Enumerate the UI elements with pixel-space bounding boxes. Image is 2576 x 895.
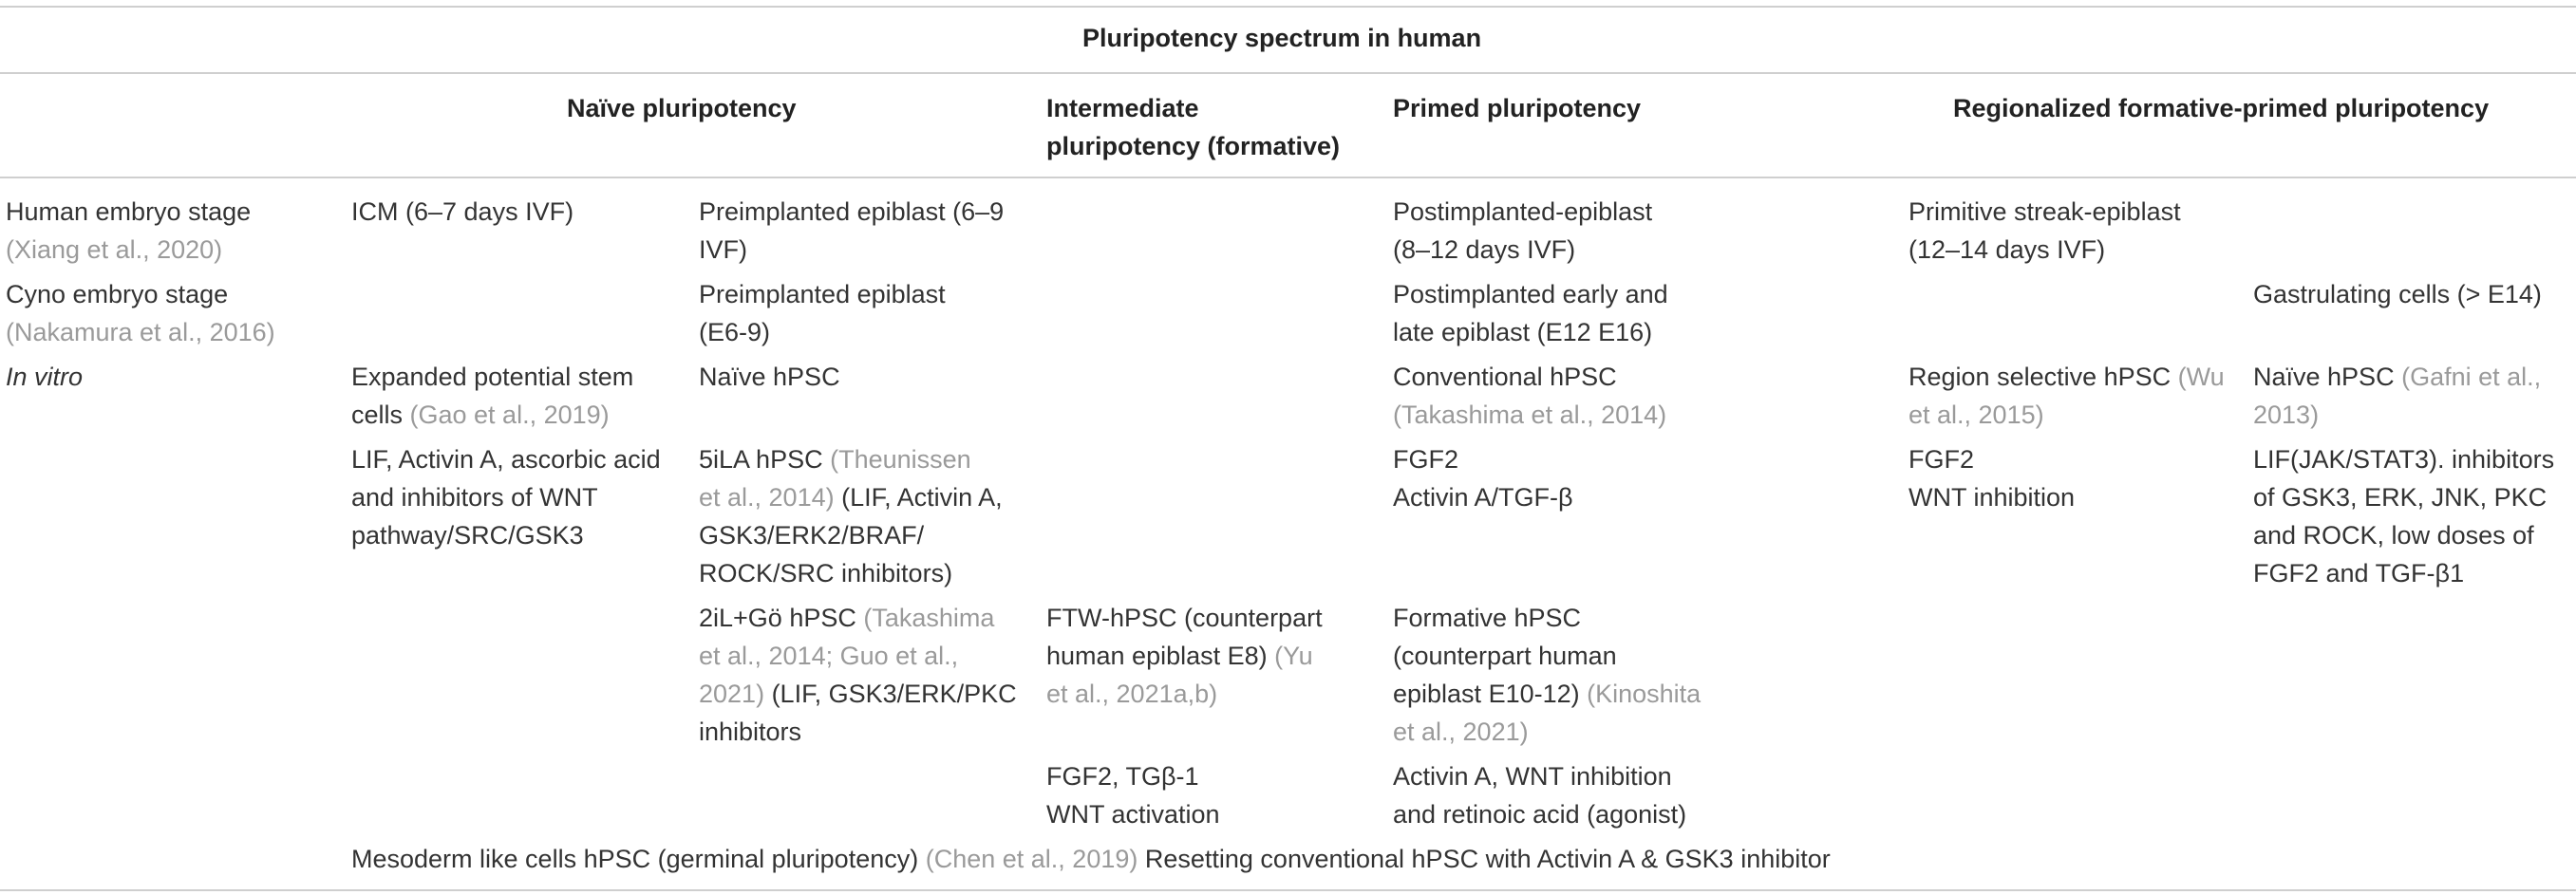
citation: (Gao et al., 2019) — [409, 401, 610, 429]
citation: (Yu — [1274, 642, 1313, 670]
table-title: Pluripotency spectrum in human — [1082, 24, 1482, 52]
cell-media-conv-1: FGF2 — [1393, 445, 1459, 474]
cell-formative-2il-2: et al., 2014; Guo et al., — [699, 642, 959, 670]
cell-human-ps-2: (12–14 days IVF) — [1908, 235, 2106, 264]
cell-media-naive2-1: LIF(JAK/STAT3). inhibitors — [2253, 445, 2555, 474]
header-intermediate-line1: Intermediate — [1046, 94, 1199, 122]
cell-text: 2iL+Gö hPSC — [699, 604, 864, 632]
cell-human-pre-1: Preimplanted epiblast (6–9 — [699, 197, 1005, 226]
table-top-rule — [0, 6, 2576, 8]
cell-media-region-1: FGF2 — [1908, 445, 1975, 474]
row-label-invitro: In vitro — [6, 363, 84, 391]
cell-invitro-eps-2 — [351, 396, 610, 434]
cell-invitro-region-2: et al., 2015) — [1908, 401, 2044, 429]
cell-media-conv-2: Activin A/TGF-β — [1393, 483, 1573, 512]
citation: (Gafni et al., — [2401, 363, 2542, 391]
cell-invitro-naive: Naïve hPSC — [699, 363, 840, 391]
cell-invitro-conv-2: (Takashima et al., 2014) — [1393, 401, 1667, 429]
cell-text: Naïve hPSC — [2253, 363, 2402, 391]
cell-formative-form-1: Formative hPSC — [1393, 604, 1582, 632]
row-label-cyno-ref: (Nakamura et al., 2016) — [6, 318, 275, 346]
cell-media-naive2-4: FGF2 and TGF-β1 — [2253, 559, 2465, 587]
citation: et al., 2014) — [699, 483, 835, 512]
cell-formative-ftw-3: et al., 2021a,b) — [1046, 680, 1218, 708]
cell-text: 5iLA hPSC — [699, 445, 831, 474]
cell-media-5ila-1 — [699, 440, 971, 478]
cell-text: Mesoderm like cells hPSC (germinal pluripotency) — [351, 845, 926, 873]
cell-human-post-2: (8–12 days IVF) — [1393, 235, 1576, 264]
cell-invitro-naive2-1 — [2253, 358, 2541, 396]
cell-fmedia-form-1: Activin A, WNT inhibition — [1393, 762, 1672, 791]
cell-formative-2il-1 — [699, 599, 994, 637]
cell-media-naive2-3: and ROCK, low doses of — [2253, 521, 2534, 550]
cell-cyno-post-1: Postimplanted early and — [1393, 280, 1668, 308]
cell-media-eps-3: pathway/SRC/GSK3 — [351, 521, 584, 550]
cell-formative-2il-3 — [699, 675, 1017, 713]
title-rule — [0, 72, 2576, 74]
cell-human-pre-2: IVF) — [699, 235, 747, 264]
cell-media-5ila-3: GSK3/ERK2/BRAF/ — [699, 521, 925, 550]
cell-media-5ila-4: ROCK/SRC inhibitors) — [699, 559, 953, 587]
cell-formative-form-4: et al., 2021) — [1393, 718, 1529, 746]
citation: (Chen et al., 2019) — [925, 845, 1138, 873]
cell-text: Resetting conventional hPSC with Activin A & GSK3 inhibitor — [1138, 845, 1831, 873]
cell-text: (LIF, GSK3/ERK/PKC — [764, 680, 1017, 708]
header-intermediate-line2: pluripotency (formative) — [1046, 132, 1341, 160]
cell-formative-ftw-1: FTW-hPSC (counterpart — [1046, 604, 1323, 632]
cell-media-eps-1: LIF, Activin A, ascorbic acid — [351, 445, 661, 474]
header-primed: Primed pluripotency — [1393, 94, 1642, 122]
cell-human-post-1: Postimplanted-epiblast — [1393, 197, 1653, 226]
cell-text: Region selective hPSC — [1908, 363, 2178, 391]
cell-text: (LIF, Activin A, — [834, 483, 1003, 512]
cell-invitro-naive2-2: 2013) — [2253, 401, 2320, 429]
cell-formative-2il-4: inhibitors — [699, 718, 802, 746]
cell-cyno-pre-1: Preimplanted epiblast — [699, 280, 946, 308]
cell-fmedia-form-2: and retinoic acid (agonist) — [1393, 800, 1687, 829]
cell-invitro-eps-1: Expanded potential stem — [351, 363, 634, 391]
cell-text: cells — [351, 401, 410, 429]
cell-media-region-2: WNT inhibition — [1908, 483, 2076, 512]
cell-cyno-pre-2: (E6-9) — [699, 318, 771, 346]
cell-fmedia-ftw-1: FGF2, TGβ-1 — [1046, 762, 1199, 791]
cell-invitro-conv-1: Conventional hPSC — [1393, 363, 1617, 391]
row-label-human-ref: (Xiang et al., 2020) — [6, 235, 223, 264]
cell-cyno-post-2: late epiblast (E12 E16) — [1393, 318, 1653, 346]
table-bottom-rule — [0, 889, 2576, 891]
cell-human-icm: ICM (6–7 days IVF) — [351, 197, 574, 226]
cell-media-5ila-2 — [699, 478, 1003, 516]
citation: (Wu — [2177, 363, 2225, 391]
cell-human-ps-1: Primitive streak-epiblast — [1908, 197, 2181, 226]
cell-invitro-region-1 — [1908, 358, 2225, 396]
cell-media-naive2-2: of GSK3, ERK, JNK, PKC — [2253, 483, 2548, 512]
citation: (Takashima — [863, 604, 995, 632]
header-naive: Naïve pluripotency — [567, 94, 797, 122]
row-footer — [351, 840, 1831, 878]
header-regionalized: Regionalized formative-primed pluripotency — [1953, 94, 2490, 122]
cell-formative-form-3 — [1393, 675, 1701, 713]
row-label-cyno: Cyno embryo stage — [6, 280, 229, 308]
cell-formative-form-2: (counterpart human — [1393, 642, 1617, 670]
cell-cyno-gast: Gastrulating cells (> E14) — [2253, 280, 2542, 308]
cell-fmedia-ftw-2: WNT activation — [1046, 800, 1220, 829]
cell-formative-ftw-2 — [1046, 637, 1313, 675]
citation: (Theunissen — [830, 445, 971, 474]
cell-text: epiblast E10-12) — [1393, 680, 1588, 708]
cell-text: human epiblast E8) — [1046, 642, 1275, 670]
cell-media-eps-2: and inhibitors of WNT — [351, 483, 598, 512]
citation: (Kinoshita — [1587, 680, 1702, 708]
header-rule — [0, 177, 2576, 178]
citation: 2021) — [699, 680, 765, 708]
row-label-human: Human embryo stage — [6, 197, 252, 226]
